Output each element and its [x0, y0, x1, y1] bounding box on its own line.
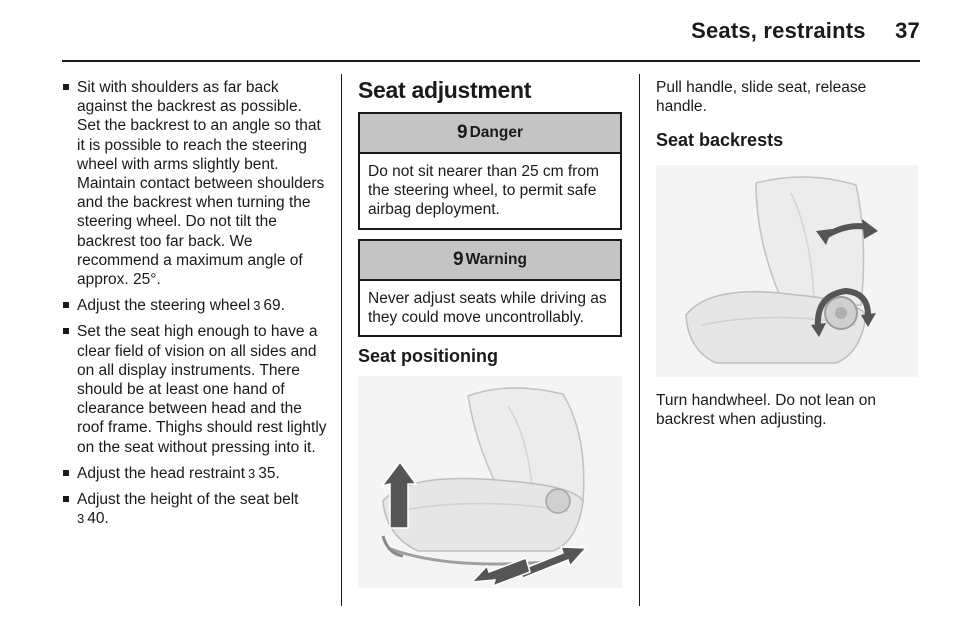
middle-column [358, 76, 622, 588]
danger-icon: 9 [457, 122, 468, 144]
seat-backrest-text: Turn handwheel. Do not lean on backrest when adjusting. [656, 391, 877, 428]
danger-heading: Danger [469, 124, 523, 142]
cross-reference-icon: 3 [77, 511, 85, 527]
seat-slide-icon [358, 376, 622, 588]
column-divider-1 [341, 74, 342, 606]
seat-backrest-illustration [656, 165, 918, 377]
warning-notice [358, 239, 622, 337]
page-reference[interactable]: 40. [87, 510, 109, 528]
seat-positioning-title: Seat positioning [358, 346, 499, 367]
warning-heading: Warning [465, 251, 527, 268]
cross-reference-icon: 3 [253, 298, 261, 314]
list-item: Adjust the height of the seat belt 3 40. [62, 490, 328, 528]
page-number: 37 [895, 18, 920, 43]
danger-notice [358, 112, 622, 230]
page-reference[interactable]: 69. [263, 297, 285, 315]
danger-text: Do not sit nearer than 25 cm from the steering wheel, to permit safe airbag deployment. [368, 163, 599, 219]
warning-text: Never adjust seats while driving as they could move uncontrollably. [368, 289, 607, 326]
section-title: Seat adjustment [358, 77, 532, 103]
cross-reference-icon: 3 [248, 465, 256, 481]
bullet-list [62, 78, 328, 528]
list-item: Set the seat high enough to have a clear field of vision on all sides and on all display instruments. There should be at least one hand of clearance between head and the roof frame. Thighs should rest lightly on the seat without pressing into it. [62, 322, 328, 456]
column-divider-2 [639, 74, 640, 606]
seat-positioning-text: Pull handle, slide seat, release handle. [656, 79, 867, 116]
seat-backrest-icon [656, 165, 918, 377]
list-item: Sit with shoulders as far back against the backrest as possible. Set the backrest to an angle so that it is possible to reach the steering wheel with arms slightly bent. Maintain contact between shoulders and the backrest when turning the steering wheel. Do not tilt the backrest too far back. We recommend a maximum angle of approx. 25°. [62, 78, 328, 289]
list-item: Adjust the steering wheel 3 69. [62, 296, 328, 315]
list-item: Adjust the head restraint 3 35. [62, 464, 328, 483]
warning-icon: 9 [453, 249, 464, 270]
header-rule [62, 60, 920, 62]
page-reference[interactable]: 35. [258, 464, 280, 482]
right-column [656, 78, 918, 429]
page-header [691, 18, 920, 44]
chapter-title: Seats, restraints [691, 18, 866, 43]
left-column [62, 78, 328, 535]
seat-backrests-title: Seat backrests [656, 130, 784, 151]
seat-positioning-illustration [358, 376, 622, 588]
